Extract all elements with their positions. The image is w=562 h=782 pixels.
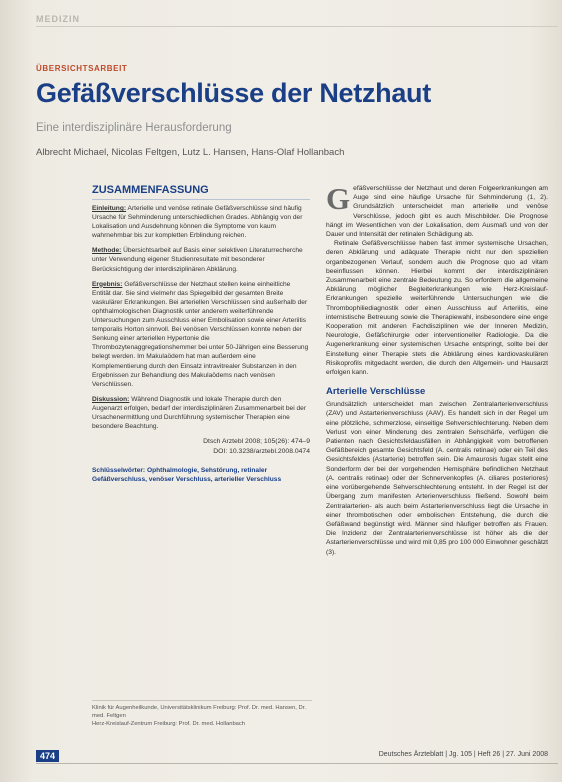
- abstract-heading: ZUSAMMENFASSUNG: [92, 184, 209, 196]
- abstract-text: Während Diagnostik und lokale Therapie durch den Augenarzt erfolgen, bedarf der interdisziplinären Zusammenarbeit bei der Ursachenermittlung und Durchführung systemischer Therapien eine besondere Beachtung.: [92, 395, 307, 431]
- abstract-discussion: [92, 395, 310, 431]
- keywords: Schlüsselwörter: Ophthalmologie, Sehstörung, retinaler Gefäßverschluss, venöser Verschluss, arterieller Verschluss: [92, 467, 282, 484]
- abstract-method: [92, 246, 310, 273]
- page-number: 474: [36, 750, 59, 762]
- abstract-box: [92, 184, 310, 484]
- citation-doi[interactable]: DOI: 10.3238/arztebl.2008.0474: [213, 447, 310, 455]
- top-rule: [36, 26, 558, 27]
- abstract-text: Übersichtsarbeit auf Basis einer selektiven Literaturrecherche unter Verwendung eigener Studienresultate mit besonderer Berücksichtigung der interdisziplinären Abklärung.: [92, 247, 303, 273]
- affiliation-item: Klinik für Augenheilkunde, Universitätsklinikum Freiburg: Prof. Dr. med. Hansen, Dr. med. Feltgen: [92, 705, 306, 719]
- body-paragraph: Grundsätzlich unterscheidet man zwischen Zentralarterienverschluss (ZAV) und Astarterienverschluss (AAV). Es handelt sich in der Regel um eine plötzliche, schmerzlose, einseitige Sehverschlechterung. Neben dem Verlust von einer Minderung des zentralen Sehschärfe, verfügen die Patienten nach Gesichtsfeldausfällen in Abhängigkeit vom betroffenen Gefäßbereich gesamte Gesichtsfeld (A. centralis retinae) oder ein Teil des Gesichtsfeldes (Astarterie) betroffen sein. Die Amaurosis fugax stellt eine Sonderform der bei der vorgehenden Hemisphäre befindlichen Netzhaut (A. centralis retinae) oder der Schnervenkopfes (A. ciliares posteriores) eine vorübergehende Sehverschlechterung entsteht. In der Regel ist der Übergang zum manifesten Arterienverschluss fließend. Sowohl beim Zentralarterien- als auch beim Astarterienverschluss liegt die Ursache in einer thrombotischen oder embolischen Entstehung, die durch die Gefäßwand begünstigt wird. Männer sind häufiger betroffen als Frauen. Die Inzidenz der Zentralarterienverschlüsse ist höher als die der Astarterienverschlüsse und wird mit 0,85 pro 100 000 Einwohner geschätzt (3).: [326, 401, 548, 556]
- abstract-results: [92, 280, 310, 389]
- abstract-label: Ergebnis:: [92, 280, 123, 288]
- citation-journal: Dtsch Arztebl 2008; 105(26): 474–9: [203, 438, 310, 446]
- section-tag: MEDIZIN: [36, 14, 80, 24]
- section-heading: Arterielle Verschlüsse: [326, 386, 426, 398]
- article-subtitle: Eine interdisziplinäre Herausforderung: [36, 122, 232, 134]
- affiliation-item: Herz-Kreislauf-Zentrum Freiburg: Prof. Dr. med. Hollanbach: [92, 720, 246, 727]
- intro-paragraph: [326, 181, 548, 239]
- abstract-introduction: [92, 204, 310, 240]
- abstract-text: Gefäßverschlüsse der Netzhaut stellen keine einheitliche Entität dar. Sie sind vielmehr das Spiegelbild der gesamten Breite vaskulärer Erkrankungen. Bei arteriellen Verschlüssen sind außerhalb der ophthalmologischen Diagnostik unter anderem weiterführende Untersuchungen zum Ausschluss einer Embolisation sowie einer Arteriitis temporalis Horton sinnvoll. Bei venösen Verschlüssen konnte neben der Senkung einer arteriellen Hypertonie die Thrombozytenaggregationshemmer bei unter 50-Jährigen eine Besserung belegt werden. Im Makulaödem hat man außerdem eine Komplementierung durch den Einsatz intravitrealer Substanzen in den Ergebnissen zur Behandlung des Makulaödems nach venösen Verschlüssen.: [92, 280, 309, 388]
- abstract-text: Arterielle und venöse retinale Gefäßverschlüsse sind häufig Ursache für Sehminderung unterschiedlichen Grades. Abhängig von der Lokalisation und Ausdehnung können die Symptome von kaum wahrnehmbar bis zur kompletten Erblindung reichen.: [92, 205, 303, 240]
- abstract-label: Einleitung:: [92, 205, 127, 212]
- body-column: [326, 181, 548, 557]
- affiliations: [92, 705, 312, 728]
- article-kicker: ÜBERSICHTSARBEIT: [36, 64, 128, 73]
- journal-reference: Deutsches Ärzteblatt | Jg. 105 | Heft 26 | 27. Juni 2008: [378, 751, 548, 758]
- author-list: Albrecht Michael, Nicolas Feltgen, Lutz L. Hansen, Hans-Olaf Hollanbach: [36, 147, 345, 158]
- abstract-rule: [92, 199, 310, 200]
- intro-text: efäßverschlüsse der Netzhaut und deren Folgeerkrankungen am Auge sind eine häufige Ursache für Sehminderung (1, 2). Grundsätzlich unterscheidet man arterielle und venöse Verschlüsse, jedoch gibt es auch Mischbilder. Die Prognose hängt im Wesentlichen von der Lokalisation, dem Ausmaß und von der Dauer und Intensität der retinalen Schädigung ab.: [326, 185, 548, 239]
- bottom-rule: [36, 763, 558, 764]
- drop-cap: G: [326, 181, 351, 216]
- citation-reference: [92, 437, 310, 456]
- abstract-label: Methode:: [92, 247, 122, 255]
- article-title: Gefäßverschlüsse der Netzhaut: [36, 78, 431, 108]
- abstract-label: Diskussion:: [92, 395, 130, 403]
- body-paragraph: Retinale Gefäßverschlüsse haben fast immer systemische Ursachen, deren Abklärung und adäquate Therapie nicht nur den speziellen organbezogenen Verlauf, sondern auch die Prognose quo ad vitam beeinflussen können. Hierbei kommt der interdisziplinären Zusammenarbeit eine zentrale Bedeutung zu. So erfordern die allgemeine Abklärung möglicher Begleiterkrankungen wie Herz-Kreislauf-Erkrankungen spezielle weiterführende Untersuchungen wie die Thrombophiliediagnostik oder einen Ausschluss auf Arteriitis, eine internistische Betreuung sowie die Therapiewahl, insbesondere eine enge Kooperation mit anderen Fachdisziplinen wie der Inneren Medizin, Neurologie, Gefäßchirurgie oder interventioneller Radiologie. Da die Augenerkrankung einer systemischen Ursache entspringt, sollte bei der Einstellung einer Therapie stets die Abklärung eines kardiovaskulären Risikoprofils mitgedacht werden, die durch den Allgemein- und Hausarzt erfolgen kann.: [326, 240, 548, 377]
- affiliation-rule: [92, 700, 312, 701]
